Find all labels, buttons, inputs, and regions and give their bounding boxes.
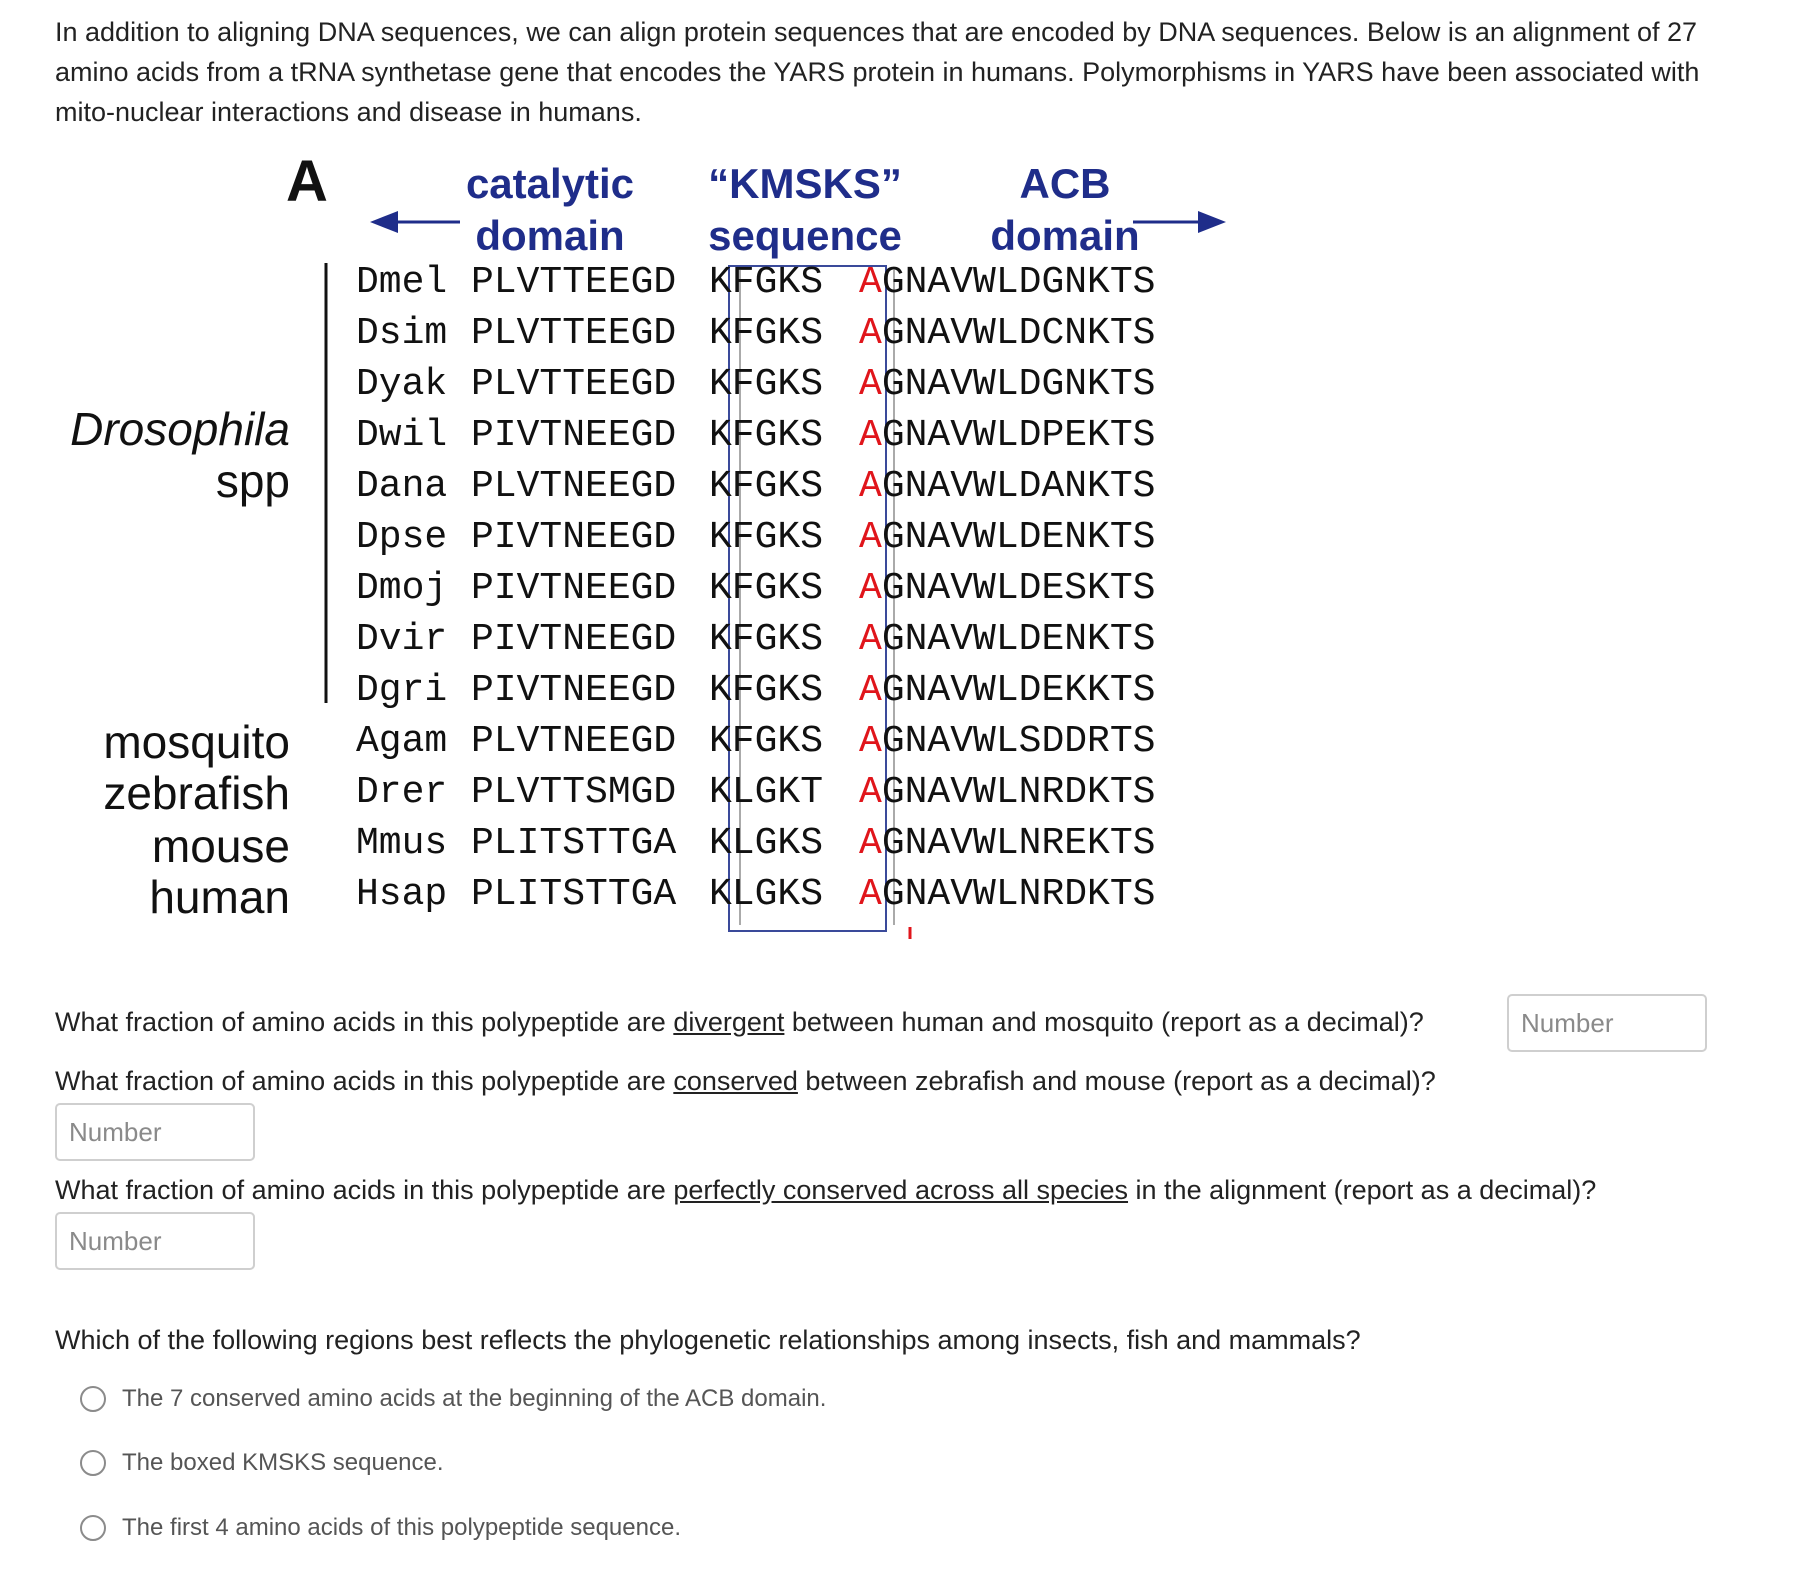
question-1-text: What fraction of amino acids in this polypeptide are bbox=[55, 1007, 674, 1037]
alignment-row bbox=[356, 410, 1155, 461]
acb-seq: GNAVWLDESKTS bbox=[881, 567, 1156, 610]
intro-paragraph: In addition to aligning DNA sequences, we can align protein sequences that are encoded by DNA sequences. Below is an alignment of 27 amino acids from a tRNA synthetase gene that encodes the YARS protein in humans. Polymorphisms in YARS have been associated with mito-nuclear interactions and disease in humans. bbox=[55, 17, 1700, 127]
group-zebrafish: zebrafish bbox=[103, 767, 290, 819]
species-code: Dyak bbox=[356, 363, 448, 406]
option-label: The boxed KMSKS sequence. bbox=[122, 1449, 444, 1476]
acb-seq: GNAVWLNRDKTS bbox=[881, 873, 1156, 916]
acb-seq: GNAVWLDANKTS bbox=[881, 465, 1156, 508]
alignment-row bbox=[356, 512, 1155, 563]
catalytic-seq: PIVTNEEGD bbox=[471, 414, 677, 457]
alignment-row bbox=[356, 614, 1155, 665]
kmsks-seq: KFGKS bbox=[709, 567, 824, 610]
catalytic-seq: PLVTNEEGD bbox=[471, 465, 677, 508]
species-code: Dgri bbox=[356, 669, 448, 712]
answer-1-input[interactable] bbox=[1507, 994, 1707, 1052]
question-3 bbox=[55, 1175, 1596, 1206]
answer-2-input[interactable] bbox=[55, 1103, 255, 1161]
catalytic-seq: PLITSTTGA bbox=[471, 822, 677, 865]
question-2-text-end: between zebrafish and mouse (report as a decimal)? bbox=[797, 1066, 1436, 1096]
radio-button-icon[interactable] bbox=[80, 1386, 106, 1412]
acb-first-residue: A bbox=[859, 720, 882, 763]
catalytic-seq: PIVTNEEGD bbox=[471, 618, 677, 661]
alignment-row bbox=[356, 563, 1155, 614]
acb-seq: GNAVWLDCNKTS bbox=[881, 312, 1156, 355]
alignment-row bbox=[356, 716, 1155, 767]
alignment-rows bbox=[356, 257, 1155, 920]
species-code: Dana bbox=[356, 465, 448, 508]
acb-first-residue: A bbox=[859, 822, 882, 865]
alignment-row bbox=[356, 359, 1155, 410]
acb-seq: GNAVWLDEKKTS bbox=[881, 669, 1156, 712]
question-1-text-end: between human and mosquito (report as a decimal)? bbox=[784, 1007, 1424, 1037]
panel-letter: A bbox=[286, 149, 328, 214]
radio-button-icon[interactable] bbox=[80, 1450, 106, 1476]
kmsks-seq: KFGKS bbox=[709, 261, 824, 304]
question-3-keyword: perfectly conserved across all species bbox=[673, 1175, 1129, 1205]
species-code: Hsap bbox=[356, 873, 448, 916]
acb-seq: GNAVWLDENKTS bbox=[881, 516, 1156, 559]
kmsks-header-line1: “KMSKS” bbox=[708, 160, 902, 207]
alignment-row bbox=[356, 461, 1155, 512]
kmsks-seq: KFGKS bbox=[709, 363, 824, 406]
kmsks-seq: KFGKS bbox=[709, 516, 824, 559]
question-1-keyword: divergent bbox=[673, 1007, 785, 1037]
catalytic-seq: PLVTTSMGD bbox=[471, 771, 677, 814]
acb-seq: GNAVWLDENKTS bbox=[881, 618, 1156, 661]
catalytic-seq: PLVTTEEGD bbox=[471, 363, 677, 406]
question-1 bbox=[55, 1007, 1424, 1038]
catalytic-seq: PLVTTEEGD bbox=[471, 261, 677, 304]
right-arrow-icon bbox=[1133, 211, 1226, 233]
acb-first-residue: A bbox=[859, 363, 882, 406]
acb-first-residue: A bbox=[859, 465, 882, 508]
species-code: Drer bbox=[356, 771, 448, 814]
answer-3-input[interactable] bbox=[55, 1212, 255, 1270]
alignment-row bbox=[356, 869, 1155, 920]
group-mouse: mouse bbox=[151, 820, 290, 872]
catalytic-seq: PLVTNEEGD bbox=[471, 720, 677, 763]
catalytic-seq: PLITSTTGA bbox=[471, 873, 677, 916]
left-arrow-icon bbox=[370, 211, 460, 233]
catalytic-seq: PIVTNEEGD bbox=[471, 516, 677, 559]
acb-seq: GNAVWLDGNKTS bbox=[881, 261, 1156, 304]
catalytic-header-line2: domain bbox=[475, 212, 625, 259]
kmsks-seq: KFGKS bbox=[709, 669, 824, 712]
catalytic-seq: PLVTTEEGD bbox=[471, 312, 677, 355]
alignment-row bbox=[356, 767, 1155, 818]
kmsks-seq: KFGKS bbox=[709, 312, 824, 355]
group-drosophila bbox=[70, 403, 290, 507]
acb-seq: GNAVWLNREKTS bbox=[881, 822, 1156, 865]
acb-first-residue: A bbox=[859, 414, 882, 457]
kmsks-seq: KFGKS bbox=[709, 720, 824, 763]
species-code: Dpse bbox=[356, 516, 448, 559]
species-code: Dmel bbox=[356, 261, 448, 304]
catalytic-seq: PIVTNEEGD bbox=[471, 669, 677, 712]
acb-first-residue: A bbox=[859, 312, 882, 355]
question-3-text: What fraction of amino acids in this polypeptide are bbox=[55, 1175, 674, 1205]
option-label: The 7 conserved amino acids at the beginning of the ACB domain. bbox=[122, 1385, 827, 1412]
kmsks-seq: KLGKT bbox=[709, 771, 824, 814]
acb-seq: GNAVWLNRDKTS bbox=[881, 771, 1156, 814]
species-code: Dsim bbox=[356, 312, 448, 355]
kmsks-seq: KLGKS bbox=[709, 873, 824, 916]
acb-first-residue: A bbox=[859, 873, 882, 916]
alignment-row bbox=[356, 665, 1155, 716]
question-4: Which of the following regions best reflects the phylogenetic relationships among insects, fish and mammals? bbox=[55, 1325, 1361, 1355]
species-code: Dwil bbox=[356, 414, 448, 457]
question-3-text-end: in the alignment (report as a decimal)? bbox=[1128, 1175, 1597, 1205]
catalytic-seq: PIVTNEEGD bbox=[471, 567, 677, 610]
drosophila-label: Drosophila bbox=[70, 403, 290, 455]
spp-label: spp bbox=[215, 455, 290, 507]
kmsks-header-line2: sequence bbox=[708, 212, 902, 259]
option-kmsks-box[interactable] bbox=[80, 1449, 444, 1477]
question-2-keyword: conserved bbox=[673, 1066, 798, 1096]
acb-first-residue: A bbox=[859, 516, 882, 559]
acb-seq: GNAVWLDGNKTS bbox=[881, 363, 1156, 406]
acb-header-line1: ACB bbox=[1019, 160, 1111, 207]
group-mosquito: mosquito bbox=[103, 716, 290, 768]
species-code: Dvir bbox=[356, 618, 448, 661]
kmsks-seq: KFGKS bbox=[709, 618, 824, 661]
kmsks-seq: KFGKS bbox=[709, 465, 824, 508]
acb-first-residue: A bbox=[859, 618, 882, 661]
radio-button-icon[interactable] bbox=[80, 1515, 106, 1541]
option-first-four[interactable] bbox=[80, 1514, 681, 1542]
option-label: The first 4 amino acids of this polypeptide sequence. bbox=[122, 1514, 681, 1541]
option-acb-conserved[interactable] bbox=[80, 1385, 826, 1413]
acb-header-line2: domain bbox=[990, 212, 1140, 259]
alignment-row bbox=[356, 257, 1155, 308]
species-code: Mmus bbox=[356, 822, 448, 865]
kmsks-seq: KFGKS bbox=[709, 414, 824, 457]
group-human: human bbox=[149, 871, 290, 923]
alignment-row bbox=[356, 818, 1155, 869]
question-2 bbox=[55, 1066, 1436, 1097]
acb-seq: GNAVWLDPEKTS bbox=[881, 414, 1156, 457]
species-code: Dmoj bbox=[356, 567, 448, 610]
kmsks-seq: KLGKS bbox=[709, 822, 824, 865]
acb-first-residue: A bbox=[859, 771, 882, 814]
question-2-text: What fraction of amino acids in this polypeptide are bbox=[55, 1066, 674, 1096]
acb-first-residue: A bbox=[859, 669, 882, 712]
acb-seq: GNAVWLSDDRTS bbox=[881, 720, 1156, 763]
species-code: Agam bbox=[356, 720, 448, 763]
acb-first-residue: A bbox=[859, 261, 882, 304]
alignment-row bbox=[356, 308, 1155, 359]
catalytic-header-line1: catalytic bbox=[465, 160, 635, 207]
acb-first-residue: A bbox=[859, 567, 882, 610]
